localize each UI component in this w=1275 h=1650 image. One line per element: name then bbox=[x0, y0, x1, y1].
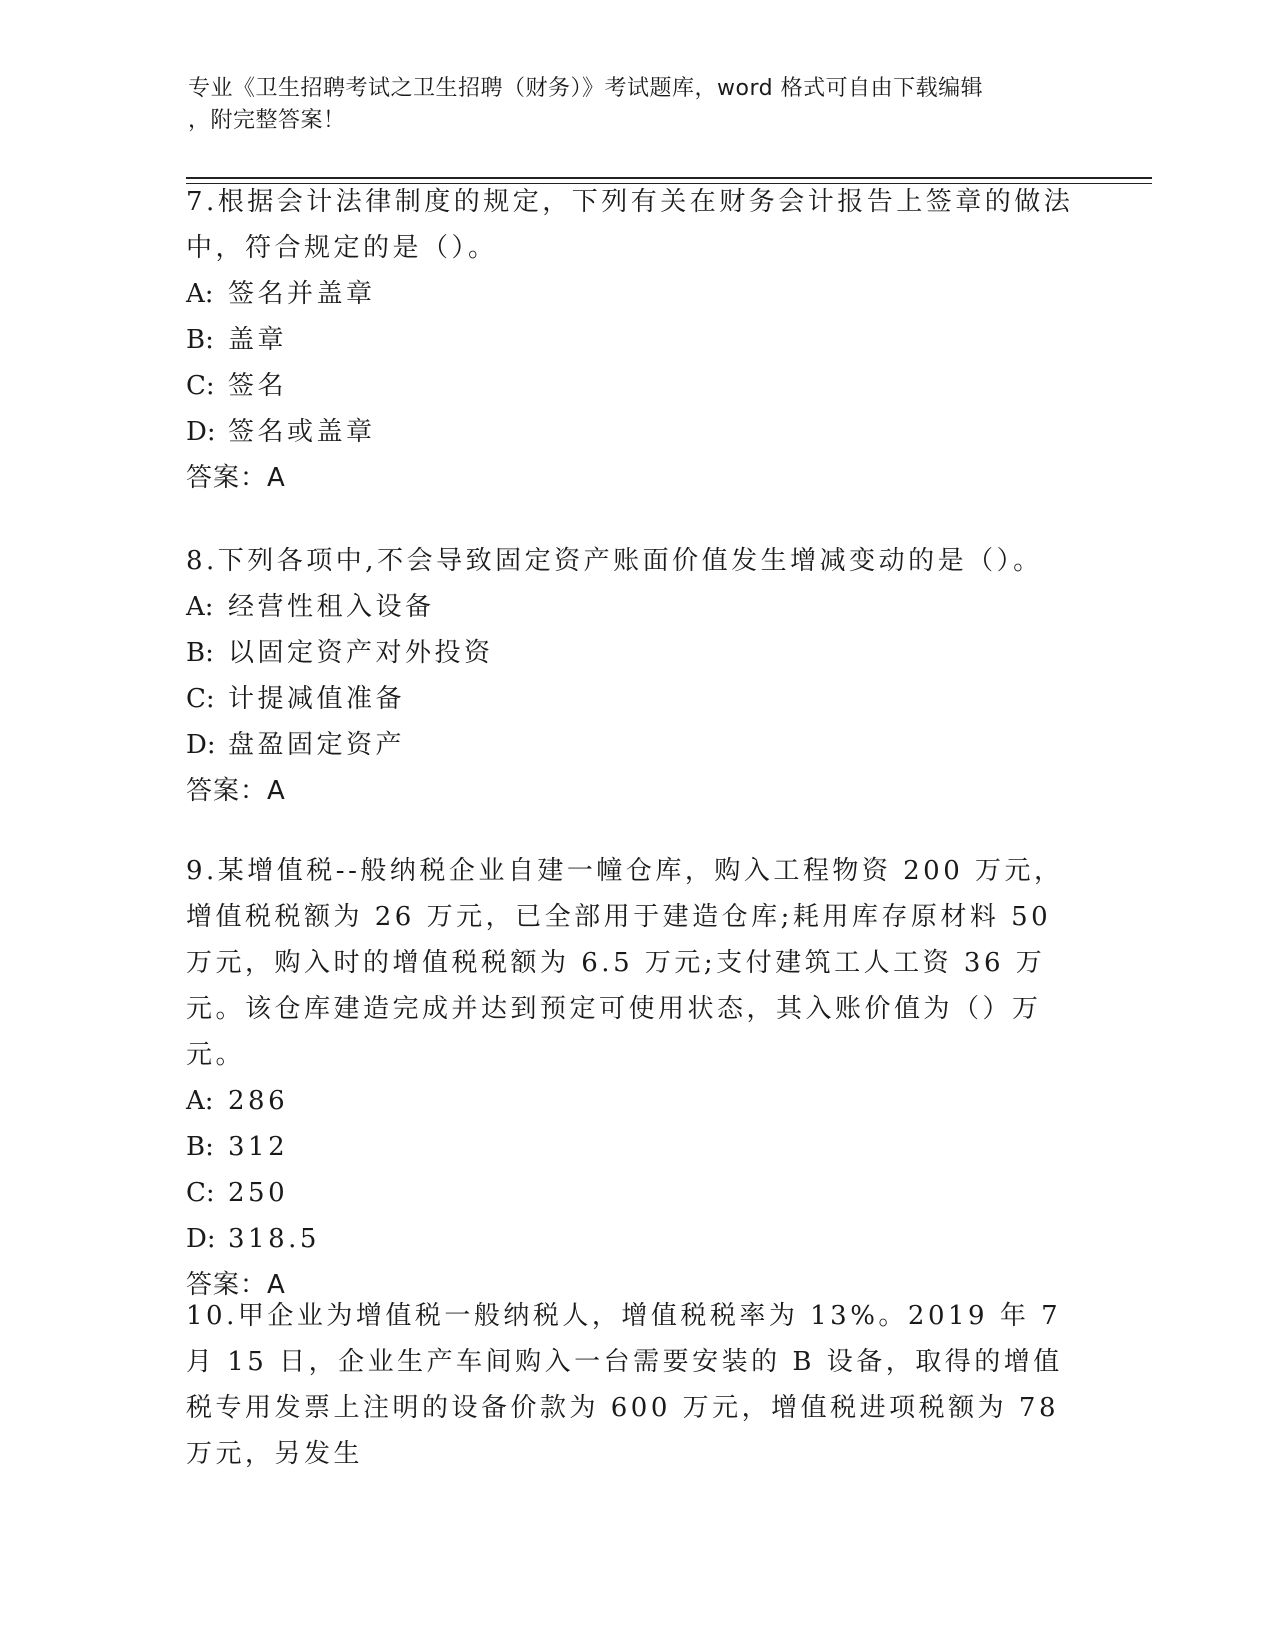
option-key: B: bbox=[186, 638, 214, 668]
option-key: C: bbox=[186, 371, 215, 401]
option-text: 签名或盖章 bbox=[228, 417, 376, 447]
question-text: 8.下列各项中,不会导致固定资产账面价值发生增减变动的是（）。 bbox=[186, 546, 1043, 576]
option-key: D: bbox=[186, 1224, 216, 1254]
option-d bbox=[186, 409, 1076, 455]
option-text: 经营性租入设备 bbox=[228, 592, 435, 622]
answer-label: 答案：A bbox=[186, 463, 286, 493]
question-text: 10.甲企业为增值税一般纳税人，增值税税率为 13%。2019 年 7 月 15 日，企业生产车间购入一台需要安装的 B 设备，取得的增值税专用发票上注明的设备价款为 600 万元，增值税进项税额为 78 万元，另发生 bbox=[186, 1301, 1063, 1469]
question-9 bbox=[186, 848, 1076, 1308]
question-8 bbox=[186, 538, 1076, 814]
option-text: 以固定资产对外投资 bbox=[228, 638, 494, 668]
option-key: D: bbox=[186, 417, 216, 447]
option-c bbox=[186, 363, 1076, 409]
answer-label: 答案：A bbox=[186, 1270, 286, 1300]
option-key: D: bbox=[186, 730, 216, 760]
option-b bbox=[186, 630, 1076, 676]
option-text: 250 bbox=[228, 1178, 289, 1208]
option-c bbox=[186, 1170, 1076, 1216]
option-a bbox=[186, 1078, 1076, 1124]
answer-label: 答案：A bbox=[186, 776, 286, 806]
option-key: B: bbox=[186, 1132, 214, 1162]
option-key: A: bbox=[186, 1086, 214, 1116]
header-line-1: 专业《卫生招聘考试之卫生招聘（财务）》考试题库，word 格式可自由下载编辑 bbox=[188, 76, 984, 101]
option-text: 签名并盖章 bbox=[228, 279, 376, 309]
question-7 bbox=[186, 179, 1076, 501]
option-b bbox=[186, 317, 1076, 363]
document-header bbox=[188, 73, 1068, 137]
header-line-2: ，附完整答案！ bbox=[188, 108, 346, 133]
option-text: 318.5 bbox=[228, 1224, 320, 1254]
option-a bbox=[186, 584, 1076, 630]
option-key: A: bbox=[186, 279, 214, 309]
option-text: 286 bbox=[228, 1086, 289, 1116]
question-text: 9.某增值税--般纳税企业自建一幢仓库，购入工程物资 200 万元，增值税税额为 26 万元，已全部用于建造仓库;耗用库存原材料 50 万元，购入时的增值税税额为 6.5 万元;支付建筑工人工资 36 万元。该仓库建造完成并达到预定可使用状态，其入账价值为（）万元。 bbox=[186, 856, 1064, 1070]
option-c bbox=[186, 676, 1076, 722]
option-d bbox=[186, 722, 1076, 768]
option-key: C: bbox=[186, 684, 215, 714]
option-a bbox=[186, 271, 1076, 317]
option-text: 盘盈固定资产 bbox=[228, 730, 406, 760]
option-text: 签名 bbox=[228, 371, 288, 401]
option-b bbox=[186, 1124, 1076, 1170]
option-d bbox=[186, 1216, 1076, 1262]
option-text: 计提减值准备 bbox=[228, 684, 406, 714]
question-text: 7.根据会计法律制度的规定，下列有关在财务会计报告上签章的做法中，符合规定的是（）。 bbox=[186, 187, 1074, 263]
option-text: 盖章 bbox=[228, 325, 288, 355]
option-key: A: bbox=[186, 592, 214, 622]
option-key: B: bbox=[186, 325, 214, 355]
option-text: 312 bbox=[228, 1132, 289, 1162]
option-key: C: bbox=[186, 1178, 215, 1208]
question-10 bbox=[186, 1293, 1076, 1477]
